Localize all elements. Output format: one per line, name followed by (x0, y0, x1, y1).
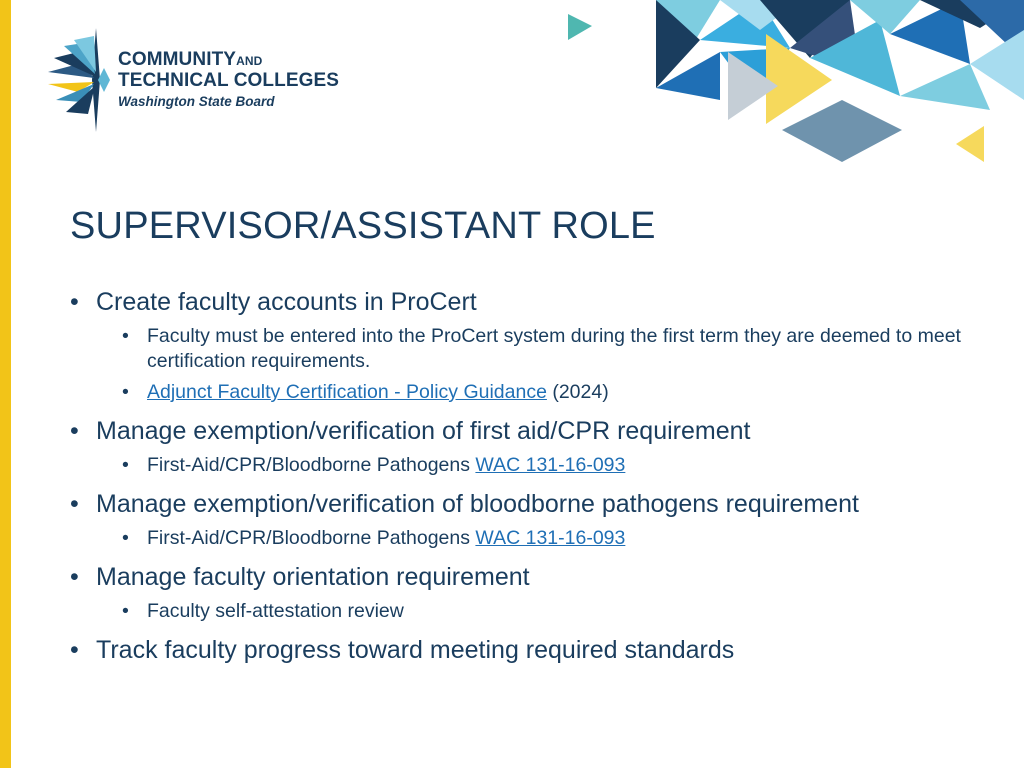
logo-line-technical-colleges: TECHNICAL COLLEGES (118, 70, 340, 91)
sub-bullet-text: First-Aid/CPR/Bloodborne Pathogens (147, 454, 476, 476)
bullet-text: Manage exemption/verification of bloodborne pathogens requirement (96, 490, 859, 518)
sub-bullet-item (96, 380, 990, 405)
logo-and-word: AND (236, 54, 263, 68)
bullet-text: Create faculty accounts in ProCert (96, 288, 477, 316)
sub-bullet-text: First-Aid/CPR/Bloodborne Pathogens (147, 527, 476, 549)
sub-bullet-suffix: (2024) (546, 381, 609, 403)
sub-bullet-item (96, 453, 990, 478)
sub-bullet-list (96, 526, 990, 551)
bullet-dot: • (70, 636, 79, 664)
sub-bullet-text: Faculty self-attestation review (147, 600, 404, 622)
sub-bullet-text: Faculty must be entered into the ProCert system during the first term they are deemed to meet certification requirements. (147, 325, 961, 372)
bullet-item (70, 488, 990, 551)
bullet-text: Manage faculty orientation requirement (96, 563, 530, 591)
sub-bullet-dot: • (122, 527, 129, 549)
wac-link[interactable]: WAC 131-16-093 (475, 527, 626, 549)
bullet-list (70, 286, 990, 666)
bullet-dot: • (70, 490, 79, 518)
policy-guidance-link[interactable]: Adjunct Faculty Certification - Policy Guidance (147, 381, 547, 403)
bullet-text: Track faculty progress toward meeting required standards (96, 636, 735, 664)
sub-bullet-dot: • (122, 381, 129, 403)
sub-bullet-dot: • (122, 600, 129, 622)
sub-bullet-list (96, 453, 990, 478)
star-logo-icon (48, 28, 110, 132)
bullet-dot: • (70, 563, 79, 591)
bullet-text: Manage exemption/verification of first aid/CPR requirement (96, 417, 751, 445)
sub-bullet-list (96, 599, 990, 624)
bullet-item (70, 634, 990, 666)
wac-link[interactable]: WAC 131-16-093 (475, 454, 626, 476)
sub-bullet-item (96, 324, 990, 374)
bullet-dot: • (70, 288, 79, 316)
sub-bullet-dot: • (122, 454, 129, 476)
sub-bullet-item (96, 526, 990, 551)
sbctc-logo (48, 28, 348, 132)
logo-line-state-board: Washington State Board (118, 94, 275, 109)
bullet-dot: • (70, 417, 79, 445)
bullet-item (70, 286, 990, 405)
page-title: SUPERVISOR/ASSISTANT ROLE (70, 205, 656, 247)
logo-line-community: COMMUNITYAND (118, 49, 263, 70)
accent-bar (0, 0, 11, 768)
sub-bullet-dot: • (122, 325, 129, 347)
decorative-triangles (560, 0, 1024, 180)
bullet-item (70, 561, 990, 624)
bullet-item (70, 415, 990, 478)
sub-bullet-list (96, 324, 990, 405)
sub-bullet-item (96, 599, 990, 624)
